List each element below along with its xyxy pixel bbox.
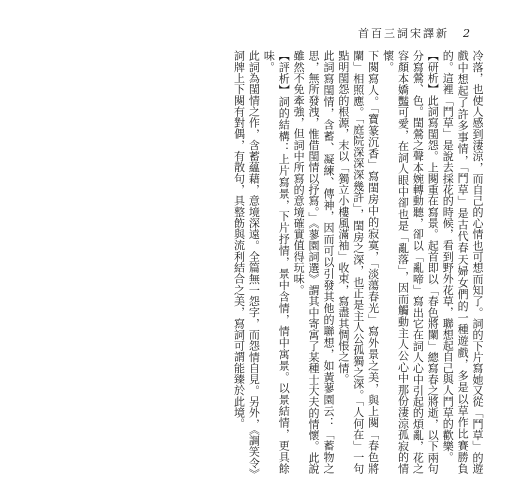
body-paragraph: 此詞為閨情之作，含蓄蘊藉，意境深遠。全篇無一怨字，而怨情自見。另外，《調笑令》詞牌上下闋有對偶，有散句，具整飭與流利結合之美，寫詞可謂能臻於此境。	[232, 50, 261, 474]
page-number: 2	[463, 27, 470, 40]
running-title: 首百三詞宋譯新	[358, 27, 449, 40]
body-paragraph: 【研析】此詞寫閨怨。上闋重在寫景。起首即以「春色將闌」總寫春之將逝，以下兩句分寫鶯、色。閨鶯之聲本婉轉動聽，卻以「亂啼」寫出它在詞人心中引起的煩亂，花之容顏本嬌豔可愛，在詞人眼中卻也是「亂落」，因而觸動主人公心中那份淒涼孤寂的情懷。	[381, 50, 440, 474]
page-header	[358, 25, 470, 41]
body-paragraph: 【評析】詞的結構：上片寫景，下片抒情，景中含情，情中寓景。以景結情，更具餘味。	[262, 50, 291, 474]
body-paragraph: 此詞寫閨情，含蓄、凝練、傳神，因而可以引發其他的聯想，如黃蓼園云：「蓄物之思，無所發洩，惟借閨情以抒寫。」《蓼園詞選》謂其中寄寓了某種士大夫的情懷。此說雖然不免牽強，但詞中所寫的意境確實值得玩味。	[292, 50, 335, 474]
body-paragraph: 下闋寫人。「寶篆沉香」寫閨房中的寂寞，「淡蕩春光」寫外景之美，與上闋「春色將闌」相照應。「庭院深深深幾許」，閨房之深，也正是主人公孤獨之深。「人何在」一句點明閨怨的根源，末以「獨立小樓風滿袖」收束，寫盡其惆悵之情。	[336, 50, 380, 474]
vertical-body-text	[36, 50, 484, 474]
body-paragraph: 冷落，也使人感到淒涼，而自己的心情也可想而知了。詞的下片寫她又從「鬥草」的遊戲中想起了許多事情，「鬥草」是古代春天婦女們的一種遊戲，多是以草作比賽勝負的。這裡「鬥草」是說去採花的時候，看到野外花草，聯想起自己與人鬥草的歡樂。	[441, 50, 484, 474]
